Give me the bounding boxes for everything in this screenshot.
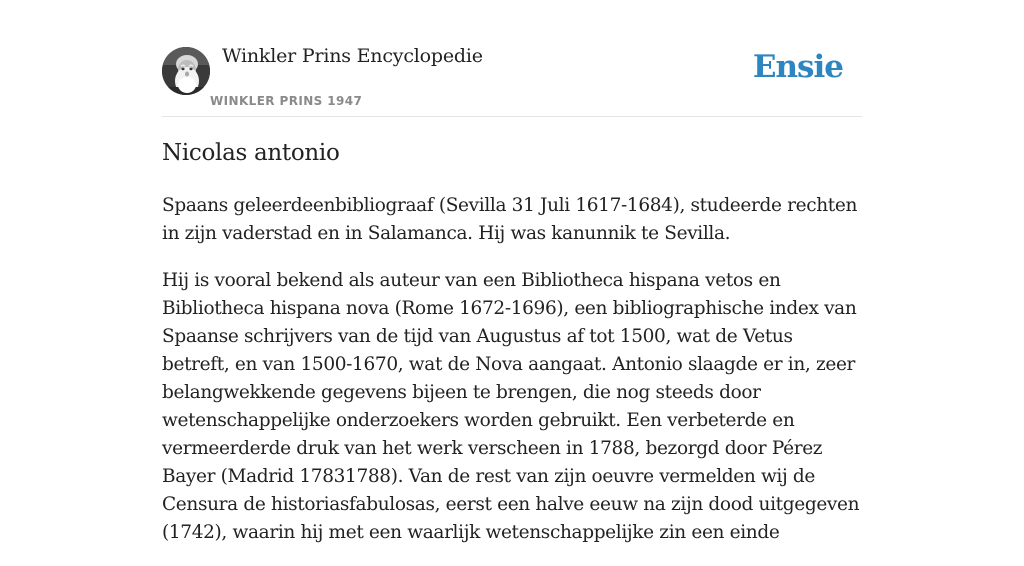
publication-title[interactable]: Winkler Prins Encyclopedie bbox=[222, 45, 483, 67]
publication-avatar[interactable] bbox=[162, 47, 210, 95]
ensie-logo[interactable]: Ensie bbox=[752, 49, 843, 85]
article-body bbox=[162, 192, 862, 566]
publication-header bbox=[162, 0, 862, 117]
portrait-icon bbox=[162, 47, 210, 95]
article-card bbox=[162, 0, 862, 543]
article-paragraph: Hij is vooral bekend als auteur van een Bibliotheca hispana vetos en Bibliotheca hispana nova (Rome 1672-1696), een bibliographische index van Spaanse schrijvers van de tijd van Augustus af tot 1500, wat de Vetus betreft, en van 1500-1670, wat de Nova aangaat. Antonio slaagde er in, zeer belangwekkende gegevens bijeen te brengen, die nog steeds door wetenschappelijke onderzoekers worden gebruikt. Een verbeterde en vermeerderde druk van het werk verscheen in 1788, bezorgd door Pérez Bayer (Madrid 17831788). Van de rest van zijn oeuvre vermelden wij de Censura de historiasfabulosas, eerst een halve eeuw na zijn dood uitgegeven (1742), waarin hij met een waarlijk wetenschappelijke zin een einde bbox=[162, 270, 860, 543]
publication-subtitle[interactable]: WINKLER PRINS 1947 bbox=[210, 94, 363, 108]
article-paragraph: Spaans geleerdeenbibliograaf (Sevilla 31 Juli 1617-1684), studeerde rechten in zijn vaderstad en in Salamanca. Hij was kanunnik te Sevilla. bbox=[162, 195, 858, 244]
article-title: Nicolas antonio bbox=[162, 140, 340, 166]
